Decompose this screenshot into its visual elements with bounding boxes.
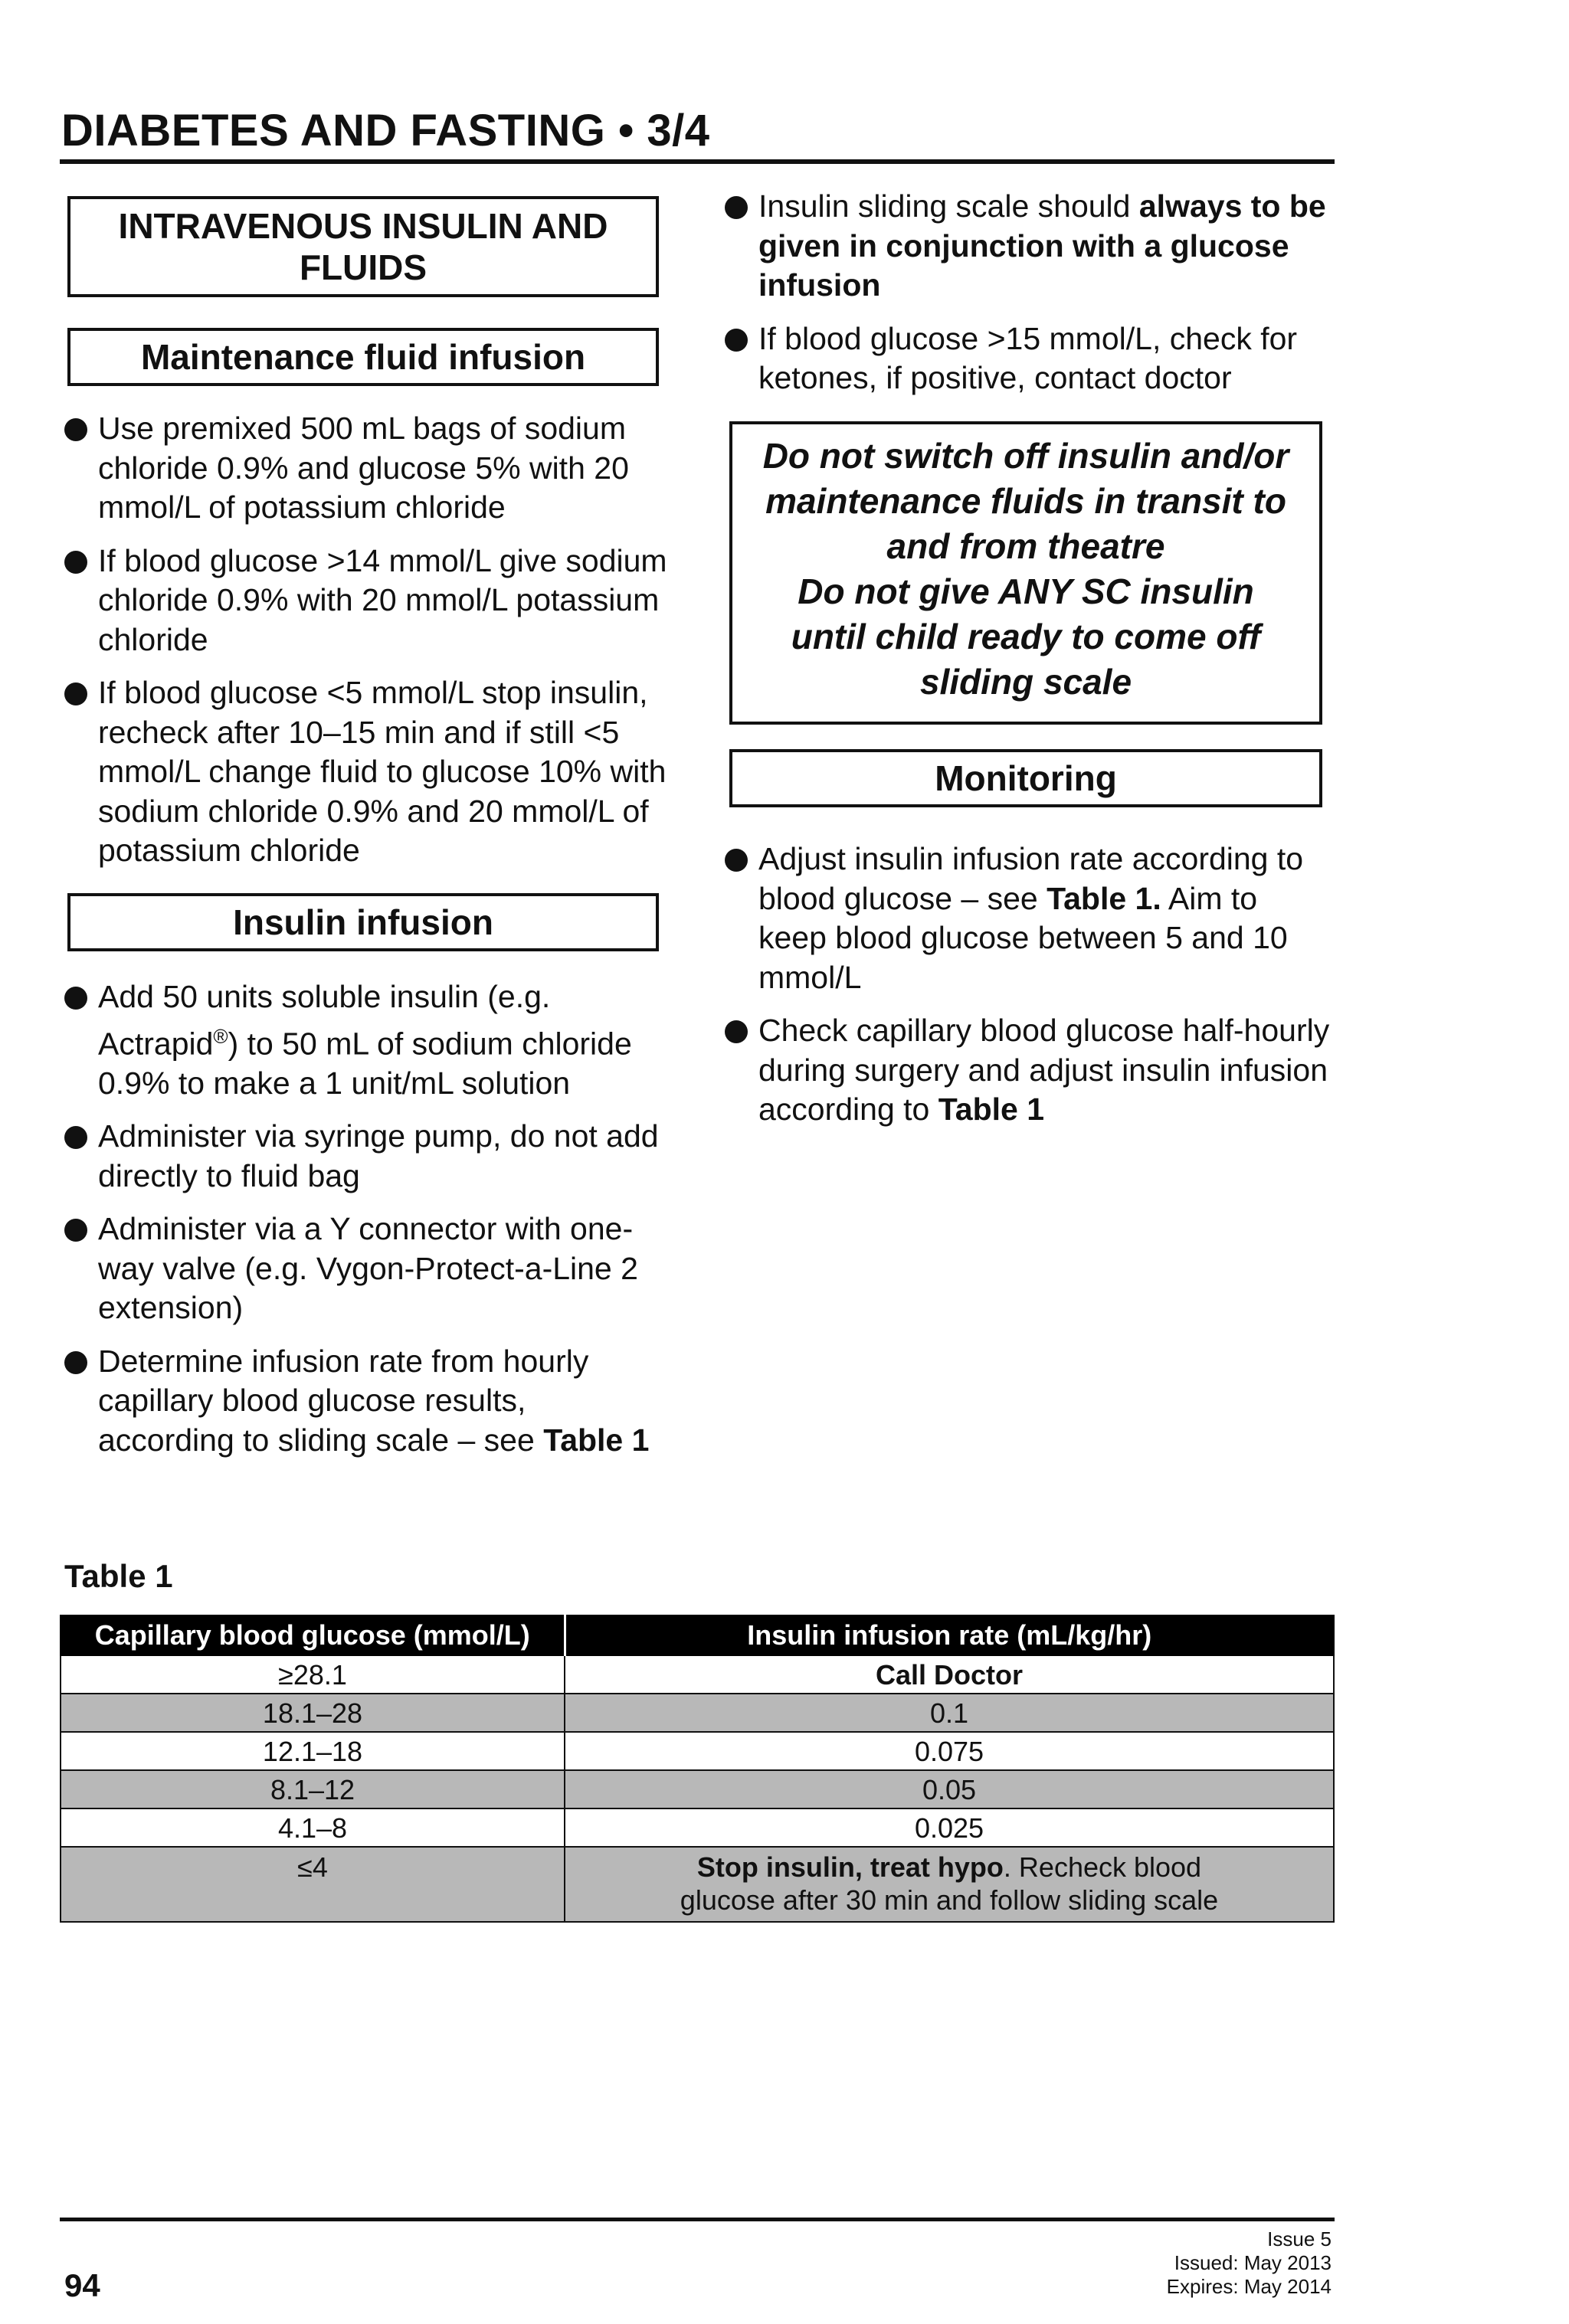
monitoring-b1-post: Aim to keep blood glucose between 5 and 10 mmol/L — [758, 880, 1288, 995]
main-heading-line1: INTRAVENOUS INSULIN AND — [118, 206, 608, 246]
monitoring-b2-pre: Check capillary blood glucose half-hourly during surgery and adjust insulin infusion according to — [758, 1013, 1330, 1127]
table-reference: Table 1 — [543, 1422, 650, 1458]
monitoring-heading-box — [729, 749, 1322, 807]
table-reference: Table 1 — [938, 1092, 1045, 1127]
warning-line: Do not give ANY SC insulin — [798, 571, 1254, 611]
glucose-cell: 12.1–18 — [61, 1732, 565, 1770]
list-item — [725, 840, 1330, 997]
warning-line: sliding scale — [919, 662, 1132, 702]
insulin-b4-text: Determine infusion rate from hourly capillary blood glucose results, according to sliding scale – see — [98, 1343, 589, 1458]
page-title: DIABETES AND FASTING • 3/4 — [61, 106, 710, 155]
list-item — [64, 1342, 670, 1461]
rate-line1: . Recheck blood — [1003, 1851, 1202, 1883]
issue-info — [1167, 2227, 1332, 2299]
rate-cell — [565, 1847, 1334, 1922]
rate-cell: 0.075 — [565, 1732, 1334, 1770]
table-reference: Table 1. — [1047, 880, 1161, 916]
list-item: If blood glucose >14 mmol/L give sodium chloride 0.9% with 20 mmol/L potassium chloride — [64, 542, 670, 660]
insulin-b1-pre: Add 50 units soluble insulin (e.g. Actrapid — [98, 979, 551, 1062]
sliding-scale-table — [60, 1615, 1335, 1923]
rate-cell: Call Doctor — [565, 1655, 1334, 1694]
registered-mark: ® — [213, 1024, 228, 1048]
maintenance-heading: Maintenance fluid infusion — [140, 337, 586, 377]
rate-cell: 0.025 — [565, 1808, 1334, 1847]
glucose-cell: 8.1–12 — [61, 1770, 565, 1808]
rate-cell: 0.1 — [565, 1694, 1334, 1732]
expiry-date: Expires: May 2014 — [1166, 2275, 1332, 2298]
rate-cell: 0.05 — [565, 1770, 1334, 1808]
warning-line: Do not switch off insulin and/or — [762, 436, 1289, 476]
table-row — [61, 1808, 1334, 1847]
glucose-cell: ≥28.1 — [61, 1655, 565, 1694]
title-divider — [60, 159, 1335, 164]
maintenance-bullet-list — [64, 409, 670, 885]
table-row — [61, 1732, 1334, 1770]
list-item: Administer via a Y connector with one-way valve (e.g. Vygon-Protect-a-Line 2 extension) — [64, 1209, 670, 1328]
glucose-cell: 18.1–28 — [61, 1694, 565, 1732]
issue-number: Issue 5 — [1267, 2227, 1332, 2250]
main-heading-line2: FLUIDS — [299, 247, 427, 287]
glucose-cell: 4.1–8 — [61, 1808, 565, 1847]
main-heading-box — [67, 196, 659, 297]
warning-line: and from theatre — [886, 526, 1165, 566]
list-item: Administer via syringe pump, do not add directly to fluid bag — [64, 1117, 670, 1196]
scale-bullet-list — [725, 187, 1330, 412]
stop-insulin-text: Stop insulin, treat hypo — [696, 1851, 1004, 1883]
monitoring-b1-pre: Adjust insulin infusion rate according to blood glucose – see — [758, 841, 1304, 916]
maintenance-heading-box — [67, 328, 659, 386]
list-item — [725, 1011, 1330, 1130]
list-item: If blood glucose >15 mmol/L, check for ketones, if positive, contact doctor — [725, 319, 1330, 398]
column-header: Capillary blood glucose (mmol/L) — [61, 1615, 565, 1655]
table-row — [61, 1694, 1334, 1732]
list-item — [725, 187, 1330, 306]
table-caption: Table 1 — [64, 1558, 173, 1594]
issued-date: Issued: May 2013 — [1174, 2251, 1332, 2274]
table-header-row — [61, 1615, 1334, 1655]
glucose-cell: ≤4 — [61, 1847, 565, 1922]
insulin-heading-box — [67, 893, 659, 951]
page-number: 94 — [64, 2267, 100, 2303]
table-row — [61, 1655, 1334, 1694]
insulin-b1-post: ) to 50 mL of sodium chloride 0.9% to make a 1 unit/mL solution — [98, 1026, 632, 1101]
monitoring-bullet-list — [725, 840, 1330, 1144]
scale-b1-bold: always to be given in conjunction with a glucose infusion — [758, 188, 1326, 303]
warning-box — [729, 421, 1322, 725]
insulin-bullet-list — [64, 977, 670, 1474]
list-item: Use premixed 500 mL bags of sodium chloride 0.9% and glucose 5% with 20 mmol/L of potassium chloride — [64, 409, 670, 528]
table-row — [61, 1770, 1334, 1808]
footer-divider — [60, 2218, 1335, 2221]
scale-b1-pre: Insulin sliding scale should — [758, 188, 1131, 224]
rate-line2: glucose after 30 min and follow sliding scale — [680, 1884, 1219, 1916]
insulin-heading: Insulin infusion — [233, 902, 493, 942]
list-item — [64, 977, 670, 1103]
column-header: Insulin infusion rate (mL/kg/hr) — [565, 1615, 1334, 1655]
table-row — [61, 1847, 1334, 1922]
monitoring-heading: Monitoring — [935, 758, 1117, 798]
warning-line: until child ready to come off — [791, 617, 1261, 656]
warning-line: maintenance fluids in transit to — [765, 481, 1286, 521]
list-item: If blood glucose <5 mmol/L stop insulin, recheck after 10–15 min and if still <5 mmol/L change fluid to glucose 10% with sodium chloride 0.9% and 20 mmol/L of potassium chloride — [64, 673, 670, 871]
